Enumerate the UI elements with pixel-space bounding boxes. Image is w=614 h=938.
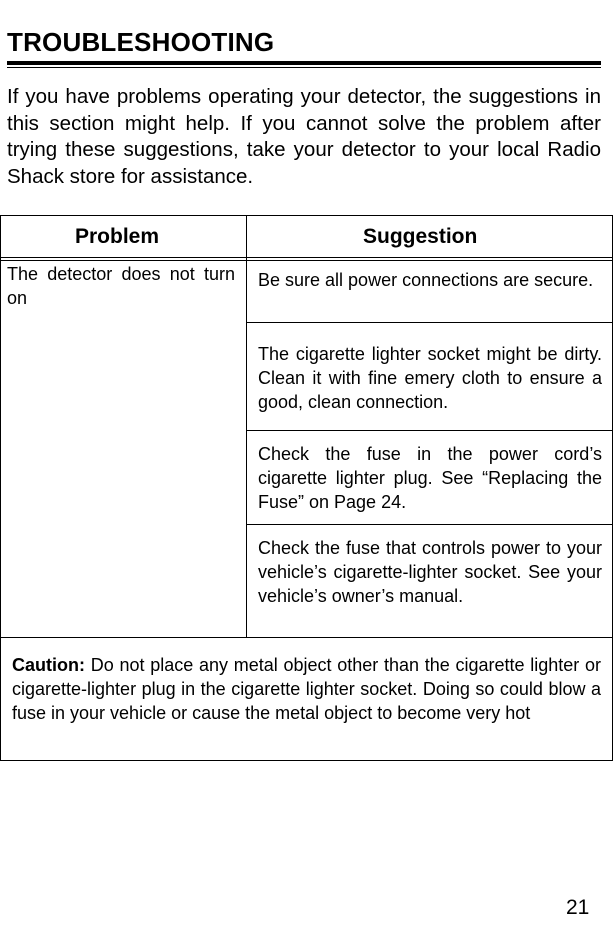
header-rule-inner: [1, 260, 612, 261]
section-title: TROUBLESHOOTING: [7, 27, 275, 57]
page-number: 21: [566, 896, 590, 919]
suggestion-rule: [247, 322, 612, 323]
suggestion-cell: Check the fuse in the power cord’s cigarette lighter plug. See “Replacing the Fuse” on Page 24.: [258, 444, 602, 512]
suggestion-rule: [247, 524, 612, 525]
caution-text: Do not place any metal object other than the cigarette lighter or cigarette-lighter plug in the cigarette lighter socket. Doing so could blow a fuse in your vehicle or cause the metal object to become very hot: [12, 655, 601, 723]
caution-label: Caution:: [12, 655, 85, 675]
header-problem: Problem: [75, 225, 160, 248]
suggestion-cell: Check the fuse that controls power to your vehicle’s cigarette-lighter socket. See your vehicle’s owner’s manual.: [258, 538, 602, 606]
title-underline-thick: [7, 61, 601, 65]
caution-rule: [1, 637, 612, 638]
intro-paragraph: If you have problems operating your detector, the suggestions in this section might help. If you cannot solve the problem after trying these suggestions, take your detector to your local Radio Shack store for assistance.: [7, 85, 601, 188]
suggestion-cell: The cigarette lighter socket might be dirty. Clean it with fine emery cloth to ensure a good, clean connection.: [258, 344, 602, 412]
troubleshooting-table: [0, 215, 613, 761]
caution-note: [12, 653, 601, 725]
header-rule: [1, 257, 612, 258]
problem-cell: The detector does not turn on: [7, 264, 235, 308]
column-divider: [246, 216, 247, 637]
title-underline-thin: [7, 67, 601, 68]
header-suggestion: Suggestion: [363, 225, 478, 248]
suggestion-cell: Be sure all power connections are secure.: [258, 270, 594, 290]
suggestion-rule: [247, 430, 612, 431]
